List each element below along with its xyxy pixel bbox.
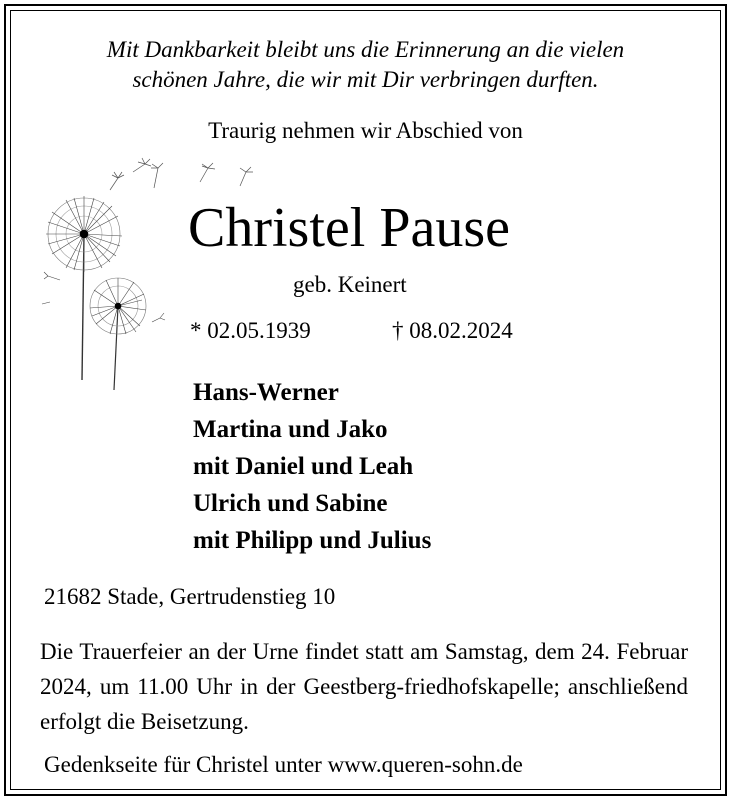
intro-text: Traurig nehmen wir Abschied von <box>208 118 523 143</box>
deceased-name: Christel Pause <box>188 197 510 259</box>
flying-seed-icon <box>240 167 253 186</box>
mourners-list <box>193 374 431 559</box>
motto-line-2: schönen Jahre, die wir mit Dir verbringen durften. <box>132 67 599 92</box>
memorial-page-note: Gedenkseite für Christel unter www.queren-sohn.de <box>44 752 523 777</box>
mourner-line: mit Daniel und Leah <box>193 453 414 480</box>
flying-seed-icon <box>200 163 215 182</box>
motto-line-1: Mit Dankbarkeit bleibt uns die Erinnerung an die vielen <box>106 37 625 62</box>
funeral-notice: Die Trauerfeier an der Urne findet statt am Samstag, dem 24. Februar 2024, um 11.00 Uhr in der Geestberg-friedhofskapelle; anschließend erfolgt die Beisetzung. <box>40 639 688 734</box>
death-date: † 08.02.2024 <box>392 318 513 343</box>
small-dandelion-icon <box>90 278 165 390</box>
flying-seed-icon <box>110 172 124 190</box>
mourner-line: Hans-Werner <box>193 379 339 406</box>
dandelion-illustration <box>30 150 270 400</box>
flying-seed-icon <box>151 163 163 188</box>
flying-seed-icon <box>133 158 151 172</box>
mourner-line: mit Philipp und Julius <box>193 527 432 554</box>
birth-date: * 02.05.1939 <box>190 318 311 343</box>
maiden-name: geb. Keinert <box>293 272 407 297</box>
mourner-line: Martina und Jako <box>193 416 388 443</box>
address: 21682 Stade, Gertrudenstieg 10 <box>44 584 336 609</box>
mourner-line: Ulrich und Sabine <box>193 490 388 517</box>
